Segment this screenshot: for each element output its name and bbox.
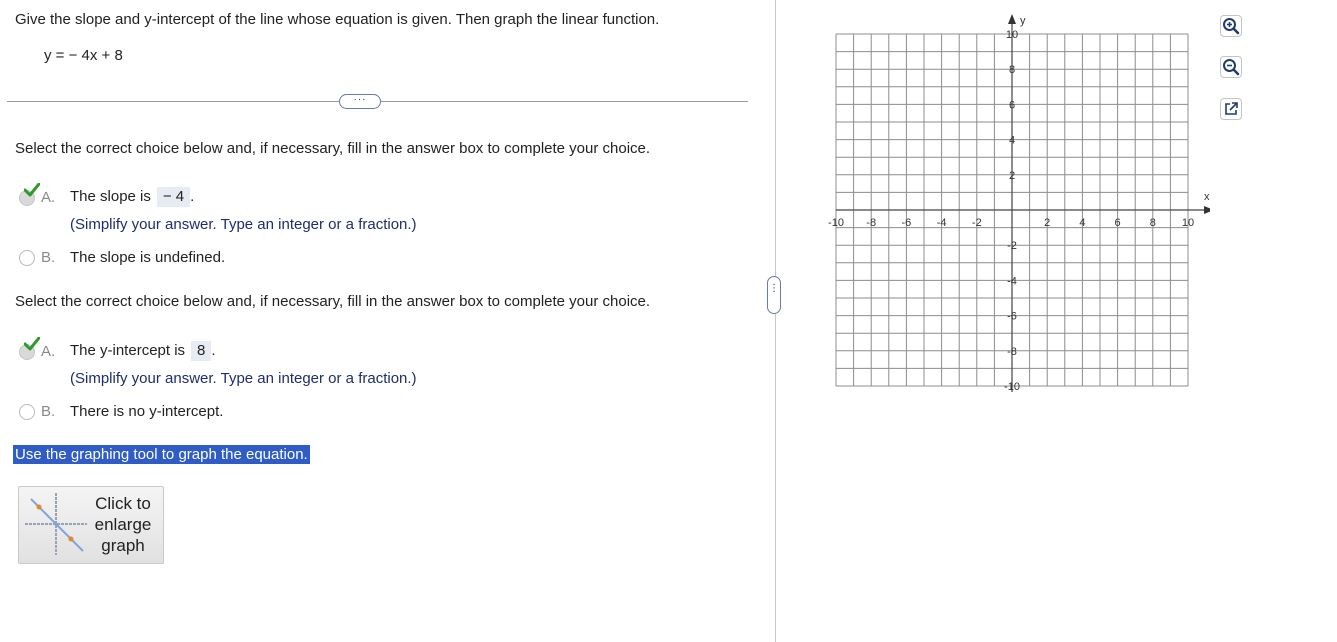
y-tick-label: -8 <box>1007 345 1017 358</box>
check-icon <box>24 337 40 351</box>
part2-choice-b-radio[interactable] <box>19 404 35 420</box>
part2-choice-b-text[interactable]: There is no y-intercept. <box>70 403 224 420</box>
part2-choice-a-text: The y-intercept is <box>70 342 186 359</box>
intercept-answer-box[interactable]: 8 <box>191 341 211 361</box>
x-tick-label: -6 <box>901 217 912 229</box>
show-more-button[interactable]: ··· <box>339 94 381 109</box>
y-tick-label: 2 <box>1008 169 1016 182</box>
part2-choice-b-letter: B. <box>41 403 56 420</box>
part1-choice-b-radio[interactable] <box>19 250 35 266</box>
y-tick-label: 8 <box>1008 64 1016 77</box>
y-axis-arrow-icon <box>1008 14 1016 24</box>
x-tick-label: -10 <box>828 217 844 229</box>
popout-button[interactable] <box>1220 98 1242 120</box>
x-axis-arrow-icon <box>1204 206 1210 214</box>
equation: y = − 4x + 8 <box>44 47 123 64</box>
period: . <box>211 342 216 359</box>
y-tick-label: 10 <box>1005 29 1019 41</box>
zoom-out-button[interactable] <box>1220 56 1242 78</box>
part1-choice-a-letter: A. <box>41 189 56 206</box>
graph-instruction <box>13 446 310 463</box>
check-icon <box>24 183 40 197</box>
part1-choice-b-text[interactable]: The slope is undefined. <box>70 249 226 266</box>
graph-thumbnail-icon <box>25 493 87 555</box>
part2-prompt: Select the correct choice below and, if necessary, fill in the answer box to complete your choice. <box>15 293 651 310</box>
y-axis-label: y <box>1020 15 1026 27</box>
x-tick-label: -2 <box>971 217 982 229</box>
part1-hint: (Simplify your answer. Type an integer or a fraction.) <box>70 216 417 233</box>
part2-choice-a <box>70 341 216 361</box>
part1-choice-b-letter: B. <box>41 249 56 266</box>
part1-choice-a-text: The slope is <box>70 188 151 205</box>
panel-divider <box>775 0 776 642</box>
popout-icon <box>1223 101 1239 117</box>
y-tick-label: 6 <box>1008 99 1016 112</box>
part1-choice-a <box>70 187 194 207</box>
y-tick-label: -10 <box>1004 381 1020 393</box>
part1-prompt: Select the correct choice below and, if necessary, fill in the answer box to complete your choice. <box>15 140 651 157</box>
graph-instruction-text: Use the graphing tool to graph the equation. <box>15 446 308 463</box>
slope-answer-box[interactable]: − 4 <box>157 187 190 207</box>
x-tick-label: 2 <box>1044 217 1051 229</box>
y-tick-label: -4 <box>1007 275 1017 288</box>
x-axis-label: x <box>1204 191 1210 203</box>
panel-splitter-handle[interactable]: ⋮ <box>767 276 781 314</box>
enlarge-graph-label: Click to enlarge graph <box>94 494 152 555</box>
period: . <box>190 188 195 205</box>
y-tick-label: -6 <box>1007 310 1017 323</box>
zoom-in-button[interactable] <box>1220 15 1242 37</box>
part2-choice-a-letter: A. <box>41 343 56 360</box>
enlarge-graph-button[interactable] <box>18 486 164 564</box>
x-tick-label: -8 <box>866 217 877 229</box>
y-tick-label: -2 <box>1007 240 1017 253</box>
zoom-in-icon <box>1222 17 1240 35</box>
x-tick-label: 6 <box>1114 217 1121 229</box>
part2-hint: (Simplify your answer. Type an integer or a fraction.) <box>70 370 417 387</box>
x-tick-label: -4 <box>936 217 947 229</box>
x-tick-label: 8 <box>1149 217 1156 229</box>
question-instruction: Give the slope and y-intercept of the line whose equation is given. Then graph the linear function. <box>15 11 660 28</box>
x-tick-label: 4 <box>1079 217 1086 229</box>
x-tick-label: 10 <box>1181 217 1195 229</box>
zoom-out-icon <box>1222 58 1240 76</box>
y-tick-label: 4 <box>1008 134 1016 147</box>
coordinate-grid[interactable] <box>820 10 1210 405</box>
